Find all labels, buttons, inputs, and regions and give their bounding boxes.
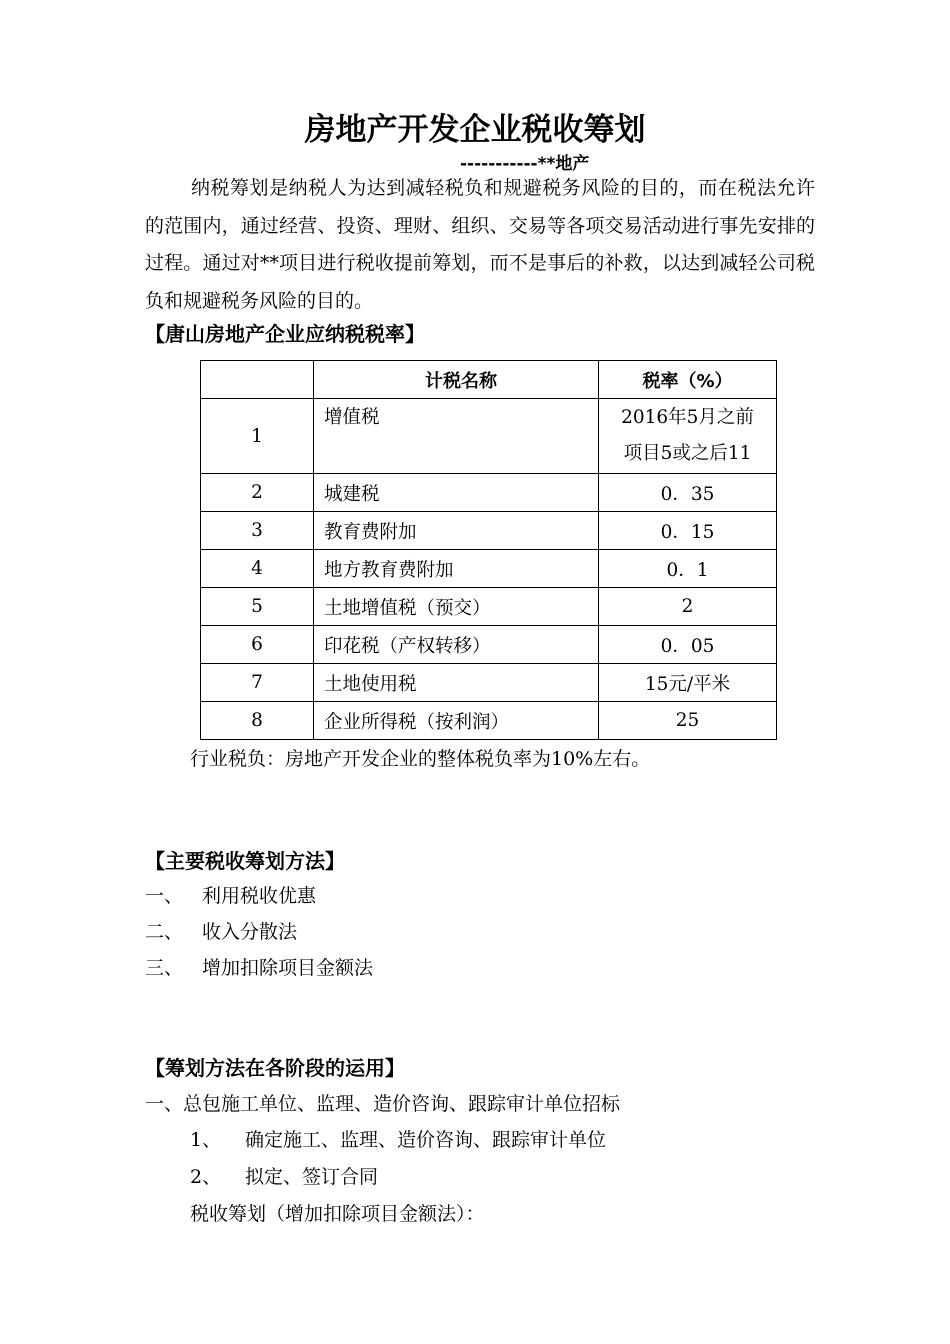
list-number: 二、 xyxy=(145,921,184,943)
list-item xyxy=(190,1162,378,1189)
table-header-row xyxy=(201,361,777,399)
list-text: 利用税收优惠 xyxy=(202,885,317,907)
row-tax-name: 企业所得税（按利润） xyxy=(314,702,599,740)
industry-note: 行业税负：房地产开发企业的整体税负率为10%左右。 xyxy=(190,748,651,770)
list-text: 收入分散法 xyxy=(202,921,298,943)
row-tax-name: 地方教育费附加 xyxy=(314,550,599,588)
row-tax-name: 土地增值税（预交） xyxy=(314,588,599,626)
row-tax-rate: 0．15 xyxy=(599,512,777,550)
table-row xyxy=(201,512,777,550)
list-item xyxy=(145,917,297,944)
list-number: 2、 xyxy=(190,1166,222,1188)
list-number: 1、 xyxy=(190,1129,222,1151)
list-text: 拟定、签订合同 xyxy=(245,1166,379,1188)
tax-rate-table xyxy=(200,360,777,740)
row-tax-name: 教育费附加 xyxy=(314,512,599,550)
row-tax-name: 城建税 xyxy=(314,474,599,512)
row-tax-rate xyxy=(599,399,777,474)
stage-item: 一、总包施工单位、监理、造价咨询、跟踪审计单位招标 xyxy=(145,1093,621,1115)
row-tax-rate: 2 xyxy=(599,588,777,626)
table-row xyxy=(201,399,777,474)
row-tax-name: 印花税（产权转移） xyxy=(314,626,599,664)
list-item xyxy=(145,881,316,908)
list-item xyxy=(145,953,373,980)
row-tax-rate: 0．1 xyxy=(599,550,777,588)
table-row xyxy=(201,474,777,512)
list-number: 一、 xyxy=(145,885,184,907)
header-tax-name: 计税名称 xyxy=(314,361,599,399)
row-tax-name: 土地使用税 xyxy=(314,664,599,702)
heading-methods: 【主要税收筹划方法】 xyxy=(145,849,345,873)
heading-tax-rates: 【唐山房地产企业应纳税税率】 xyxy=(145,322,425,346)
rate-line: 项目5或之后11 xyxy=(623,443,752,464)
row-index: 1 xyxy=(201,399,314,474)
row-index: 5 xyxy=(201,588,314,626)
row-tax-rate: 25 xyxy=(599,702,777,740)
row-tax-rate: 15元/平米 xyxy=(599,664,777,702)
table-row xyxy=(201,626,777,664)
heading-stages: 【筹划方法在各阶段的运用】 xyxy=(145,1056,405,1080)
header-tax-rate: 税率（%） xyxy=(599,361,777,399)
row-tax-rate: 0．35 xyxy=(599,474,777,512)
table-row xyxy=(201,550,777,588)
row-tax-rate: 0．05 xyxy=(599,626,777,664)
list-item xyxy=(190,1125,606,1152)
header-index xyxy=(201,361,314,399)
row-tax-name: 增值税 xyxy=(314,399,599,474)
row-index: 8 xyxy=(201,702,314,740)
list-text: 确定施工、监理、造价咨询、跟踪审计单位 xyxy=(245,1129,607,1151)
table-row xyxy=(201,664,777,702)
intro-paragraph: 纳税筹划是纳税人为达到减轻税负和规避税务风险的目的，而在税法允许的范围内，通过经营、投资、理财、组织、交易等各项交易活动进行事先安排的过程。通过对**项目进行税收提前筹划，而不是事后的补救，以达到减轻公司税负和规避税务风险的目的。 xyxy=(145,177,815,312)
table-row xyxy=(201,702,777,740)
planning-note: 税收筹划（增加扣除项目金额法）： xyxy=(190,1203,485,1225)
row-index: 7 xyxy=(201,664,314,702)
list-text: 增加扣除项目金额法 xyxy=(202,957,374,979)
list-number: 三、 xyxy=(145,957,184,979)
row-index: 3 xyxy=(201,512,314,550)
row-index: 4 xyxy=(201,550,314,588)
document-title: 房地产开发企业税收筹划 xyxy=(304,112,646,148)
table-row xyxy=(201,588,777,626)
document-subtitle: -----------**地产 xyxy=(460,154,590,174)
rate-line: 2016年5月之前 xyxy=(621,407,754,428)
row-index: 6 xyxy=(201,626,314,664)
row-index: 2 xyxy=(201,474,314,512)
